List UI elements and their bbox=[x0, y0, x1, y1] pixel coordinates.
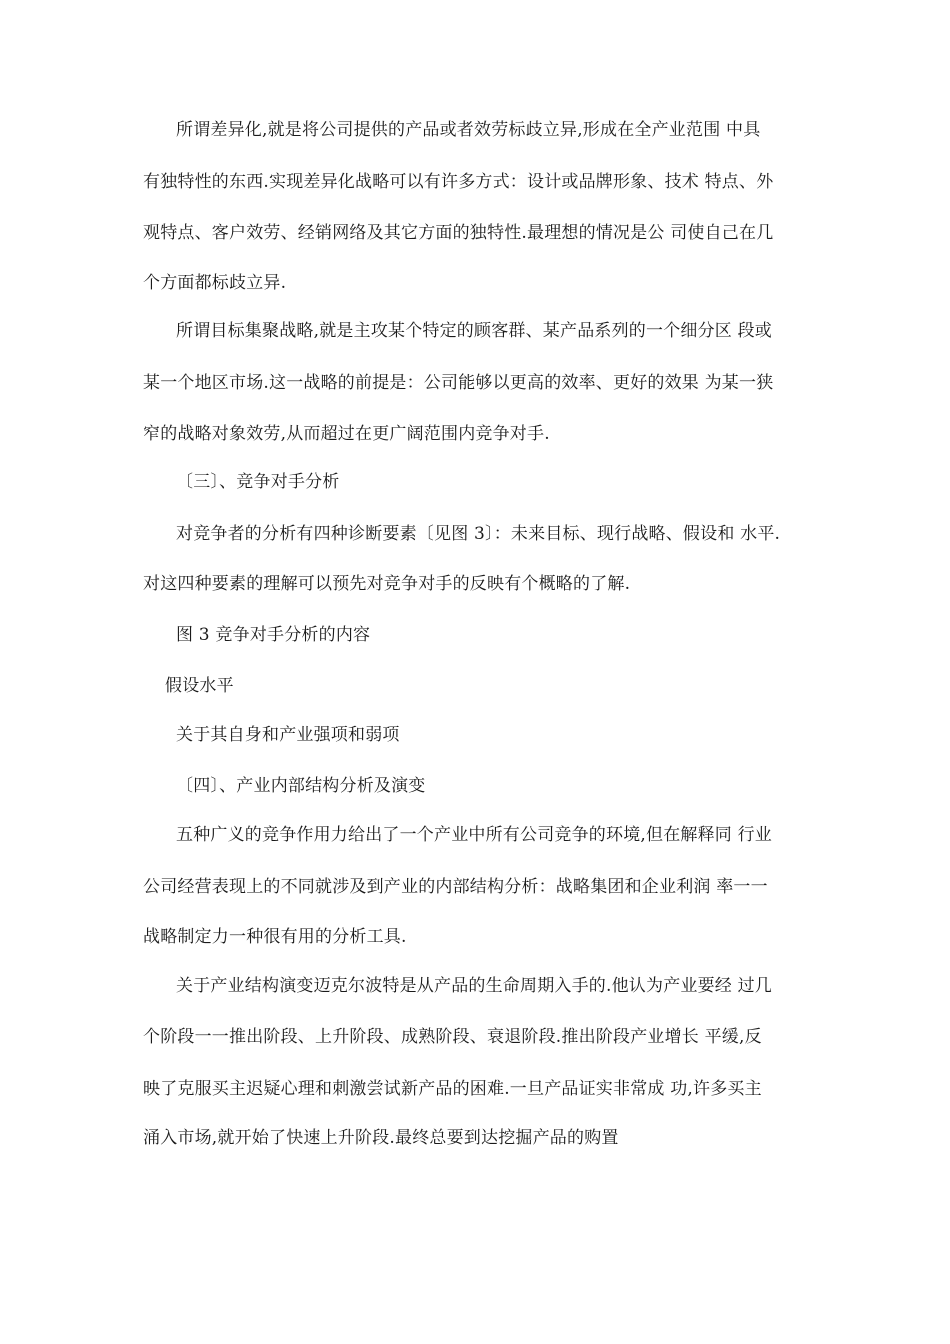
section-heading: 〔三〕、竞争对手分析 bbox=[176, 472, 340, 492]
paragraph-line: 涌入市场,就开始了快速上升阶段.最终总要到达挖掘产品的购置 bbox=[143, 1128, 619, 1148]
paragraph-line: 映了克服买主迟疑心理和刺激尝试新产品的困难.一旦产品证实非常成 功,许多买主 bbox=[143, 1079, 762, 1099]
section-heading: 〔四〕、产业内部结构分析及演变 bbox=[176, 776, 426, 796]
paragraph-line: 公司经营表现上的不同就涉及到产业的内部结构分析：战略集团和企业利润 率一一 bbox=[143, 877, 768, 897]
paragraph-line: 观特点、客户效劳、经销网络及其它方面的独特性.最理想的情况是公 司使自己在几 bbox=[143, 223, 774, 243]
paragraph-line: 窄的战略对象效劳,从而超过在更广阔范围内竞争对手. bbox=[143, 424, 550, 444]
paragraph-line: 所谓差异化,就是将公司提供的产品或者效劳标歧立异,形成在全产业范围 中具 bbox=[176, 120, 761, 140]
paragraph-line: 对这四种要素的理解可以预先对竞争对手的反映有个概略的了解. bbox=[143, 574, 631, 594]
paragraph-line: 某一个地区市场.这一战略的前提是：公司能够以更高的效率、更好的效果 为某一狭 bbox=[143, 373, 774, 393]
figure-caption: 图 3 竞争对手分析的内容 bbox=[176, 625, 371, 645]
paragraph-line: 个阶段一一推出阶段、上升阶段、成熟阶段、衰退阶段.推出阶段产业增长 平缓,反 bbox=[143, 1027, 762, 1047]
paragraph-line: 关于产业结构演变迈克尔波特是从产品的生命周期入手的.他认为产业要经 过几 bbox=[176, 976, 773, 996]
figure-label: 假设水平 bbox=[165, 676, 234, 696]
paragraph-line: 对竞争者的分析有四种诊断要素〔见图 3〕：未来目标、现行战略、假设和 水平. bbox=[176, 524, 781, 544]
paragraph-line: 有独特性的东西.实现差异化战略可以有许多方式：设计或品牌形象、技术 特点、外 bbox=[143, 172, 774, 192]
paragraph-line: 个方面都标歧立异. bbox=[143, 273, 287, 293]
figure-label: 关于其自身和产业强项和弱项 bbox=[176, 725, 400, 745]
paragraph-line: 五种广义的竞争作用力给出了一个产业中所有公司竞争的环境,但在解释同 行业 bbox=[176, 825, 773, 845]
paragraph-line: 战略制定力一种很有用的分析工具. bbox=[143, 927, 407, 947]
paragraph-line: 所谓目标集聚战略,就是主攻某个特定的顾客群、某产品系列的一个细分区 段或 bbox=[176, 321, 773, 341]
